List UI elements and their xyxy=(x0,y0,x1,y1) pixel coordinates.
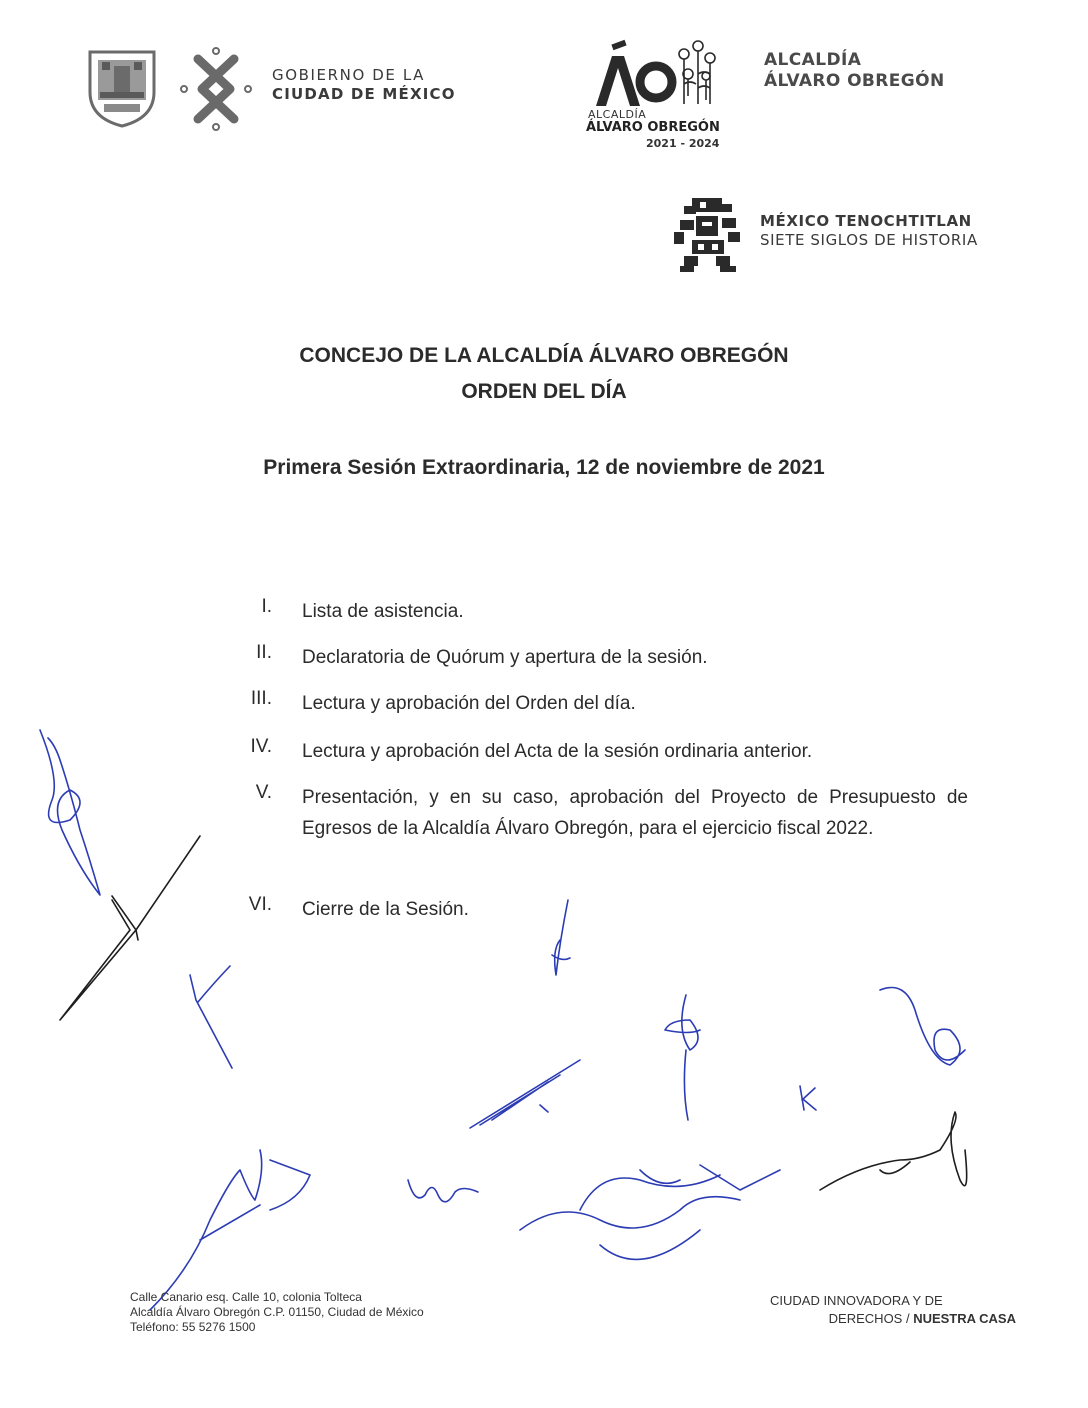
alcaldia-line1: ALCALDÍA xyxy=(764,50,862,70)
signature-5 xyxy=(470,1060,580,1128)
agenda-text: Cierre de la Sesión. xyxy=(302,899,469,920)
signatures-area xyxy=(0,700,1088,1340)
signature-3 xyxy=(190,966,232,1068)
footer-slogan xyxy=(700,1292,1016,1328)
cdmx-government-emblem-logo xyxy=(178,45,254,131)
agenda-text: Lista de asistencia. xyxy=(302,601,464,622)
document-title: CONCEJO DE LA ALCALDÍA ÁLVARO OBREGÓN xyxy=(299,344,789,367)
slogan-regular: DERECHOS / xyxy=(828,1311,914,1326)
tenochtitlan-line2: SIETE SIGLOS DE HISTORIA xyxy=(760,231,978,249)
signature-8 xyxy=(880,988,965,1066)
logo-term-years: 2021 - 2024 xyxy=(646,137,720,150)
signature-2 xyxy=(60,836,200,1020)
footer-address xyxy=(130,1290,424,1335)
phone-line: Teléfono: 55 5276 1500 xyxy=(130,1320,256,1334)
slogan-line1: CIUDAD INNOVADORA Y DE xyxy=(770,1293,943,1308)
alcaldia-wordmark xyxy=(764,50,945,92)
tenochtitlan-line1: MÉXICO TENOCHTITLAN xyxy=(760,212,972,230)
agenda-text: Declaratoria de Quórum y apertura de la sesión. xyxy=(302,647,708,668)
address-line1: Calle Canario esq. Calle 10, colonia Tolteca xyxy=(130,1290,362,1304)
agenda-number: II. xyxy=(256,642,272,663)
document-title-line2: ORDEN DEL DÍA xyxy=(461,380,627,403)
signature-6 xyxy=(665,995,700,1120)
cdmx-line1: GOBIERNO DE LA xyxy=(272,66,425,84)
cdmx-wordmark xyxy=(272,66,456,104)
signature-11 xyxy=(520,1165,780,1259)
agenda-text: Lectura y aprobación del Orden del día. xyxy=(302,693,636,714)
slogan-line2 xyxy=(700,1310,1016,1328)
alcaldia-line2: ÁLVARO OBREGÓN xyxy=(764,71,945,91)
signature-4 xyxy=(552,900,570,975)
agenda-number: I. xyxy=(261,596,272,617)
signature-7 xyxy=(800,1086,816,1110)
signature-9 xyxy=(150,1150,310,1310)
address-line2: Alcaldía Álvaro Obregón C.P. 01150, Ciudad de México xyxy=(130,1305,424,1319)
agenda-number: III. xyxy=(250,688,272,709)
agenda-number: IV. xyxy=(250,736,272,757)
logo-alcaldia-label: ALCALDÍA xyxy=(588,108,647,121)
tenochtitlan-glyph-logo xyxy=(670,196,744,274)
cdmx-coat-of-arms-logo xyxy=(86,48,158,128)
tenochtitlan-wordmark xyxy=(760,212,978,250)
session-subtitle: Primera Sesión Extraordinaria, 12 de noviembre de 2021 xyxy=(263,456,825,479)
cdmx-line2: CIUDAD DE MÉXICO xyxy=(272,85,456,103)
signature-12 xyxy=(820,1112,967,1190)
slogan-bold: NUESTRA CASA xyxy=(913,1311,1016,1326)
signature-1 xyxy=(40,730,100,895)
agenda-text: Lectura y aprobación del Acta de la sesión ordinaria anterior. xyxy=(302,741,813,762)
logo-alvaro-obregon-label: ÁLVARO OBREGÓN xyxy=(586,120,720,135)
agenda-text: Presentación, y en su caso, aprobación del Proyecto de Presupuesto de Egresos de la Alcaldía Álvaro Obregón, para el ejercicio fiscal 2022. xyxy=(302,787,968,839)
signature-10 xyxy=(408,1180,478,1202)
agenda-number: VI. xyxy=(248,894,272,915)
agenda-number: V. xyxy=(255,782,272,803)
